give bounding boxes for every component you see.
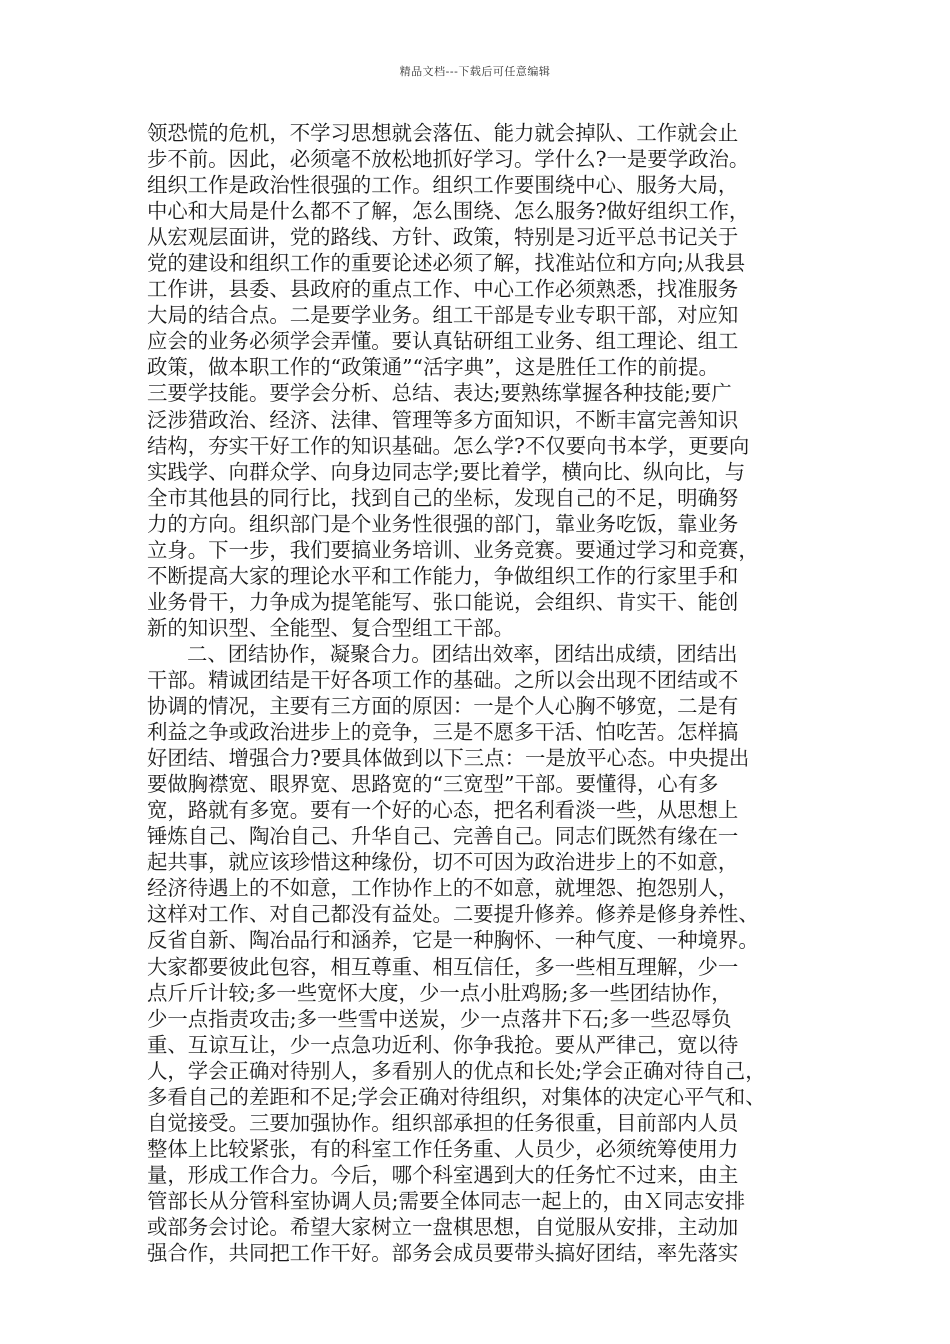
text-line: 好团结、增强合力?要具体做到以下三点：一是放平心态。中央提出 — [147, 746, 750, 771]
text-line: 量，形成工作合力。今后，哪个科室遇到大的任务忙不过来，由主 — [147, 1162, 739, 1187]
text-line: 重、互谅互让，少一点急功近利、你争我抢。要从严律己，宽以待 — [147, 1032, 739, 1057]
text-line: 工作讲，县委、县政府的重点工作、中心工作必须熟悉，找准服务 — [147, 277, 739, 302]
section-heading-line: 二、团结协作，凝聚合力。团结出效率，团结出成绩，团结出 — [187, 641, 738, 666]
text-line: 三要学技能。要学会分析、总结、表达;要熟练掌握各种技能;要广 — [147, 381, 732, 406]
text-line: 实践学、向群众学、向身边同志学;要比着学，横向比、纵向比，与 — [147, 459, 746, 484]
text-line: 全市其他县的同行比，找到自己的坐标，发现自己的不足，明确努 — [147, 485, 739, 510]
text-line: 管部长从分管科室协调人员;需要全体同志一起上的，由Ｘ同志安排 — [147, 1188, 746, 1213]
text-line: 人，学会正确对待别人，多看别人的优点和长处;学会正确对待自己， — [147, 1058, 766, 1083]
text-line: 自觉接受。三要加强协作。组织部承担的任务很重，目前部内人员 — [147, 1110, 739, 1135]
text-line: 应会的业务必须学会弄懂。要认真钻研组工业务、组工理论、组工 — [147, 329, 739, 354]
text-line: 中心和大局是什么都不了解，怎么围绕、怎么服务?做好组织工作， — [147, 199, 750, 224]
text-line: 组织工作是政治性很强的工作。组织工作要围绕中心、服务大局， — [147, 173, 739, 198]
text-line: 立身。下一步，我们要搞业务培训、业务竞赛。要通过学习和竞赛， — [147, 537, 759, 562]
text-line: 力的方向。组织部门是个业务性很强的部门，靠业务吃饭，靠业务 — [147, 511, 739, 536]
text-line: 利益之争或政治进步上的竞争，三是不愿多干活、怕吃苦。怎样搞 — [147, 720, 739, 745]
text-line: 领恐慌的危机，不学习思想就会落伍、能力就会掉队、工作就会止 — [147, 121, 739, 145]
text-line: 起共事，就应该珍惜这种缘份，切不可因为政治进步上的不如意， — [147, 850, 739, 875]
text-line: 不断提高大家的理论水平和工作能力，争做组织工作的行家里手和 — [147, 563, 739, 588]
text-line: 协调的情况，主要有三方面的原因：一是个人心胸不够宽，二是有 — [147, 694, 739, 719]
text-line: 要做胸襟宽、眼界宽、思路宽的“三宽型”干部。要懂得，心有多 — [147, 772, 719, 797]
text-line: 业务骨干，力争成为提笔能写、张口能说，会组织、肯实干、能创 — [147, 589, 739, 614]
text-line: 干部。精诚团结是干好各项工作的基础。之所以会出现不团结或不 — [147, 667, 739, 692]
document-body — [147, 120, 817, 1266]
text-line: 泛涉猎政治、经济、法律、管理等多方面知识，不断丰富完善知识 — [147, 407, 739, 432]
text-line: 反省自新、陶冶品行和涵养，它是一种胸怀、一种气度、一种境界。 — [147, 928, 759, 953]
text-line: 锤炼自己、陶冶自己、升华自己、完善自己。同志们既然有缘在一 — [147, 824, 739, 849]
text-line: 或部务会讨论。希望大家树立一盘棋思想，自觉服从安排，主动加 — [147, 1214, 739, 1239]
text-line: 整体上比较紧张，有的科室工作任务重、人员少，必须统筹使用力 — [147, 1136, 739, 1161]
text-line: 步不前。因此，必须毫不放松地抓好学习。学什么?一是要学政治。 — [147, 147, 750, 172]
text-line: 结构，夯实干好工作的知识基础。怎么学?不仅要向书本学，更要向 — [147, 433, 750, 458]
text-line: 政策，做本职工作的“政策通”“活字典”，这是胜任工作的前提。 — [147, 355, 719, 380]
text-line: 少一点指责攻击;多一些雪中送炭，少一点落井下石;多一些忍辱负 — [147, 1006, 732, 1031]
text-line: 多看自己的差距和不足;学会正确对待组织，对集体的决定心平气和、 — [147, 1084, 766, 1109]
text-line: 新的知识型、全能型、复合型组工干部。 — [147, 615, 515, 640]
text-line: 从宏观层面讲，党的路线、方针、政策，特别是习近平总书记关于 — [147, 225, 739, 250]
text-line: 大局的结合点。二是要学业务。组工干部是专业专职干部，对应知 — [147, 303, 739, 328]
text-line: 经济待遇上的不如意，工作协作上的不如意，就埋怨、抱怨别人， — [147, 876, 739, 901]
page-header: 精品文档---下载后可任意编辑 — [399, 65, 551, 78]
text-line: 宽，路就有多宽。要有一个好的心态，把名利看淡一些，从思想上 — [147, 798, 739, 823]
text-line: 这样对工作、对自己都没有益处。二要提升修养。修养是修身养性、 — [147, 902, 759, 927]
text-line: 党的建设和组织工作的重要论述必须了解，找准站位和方向;从我县 — [147, 251, 746, 276]
text-line: 大家都要彼此包容，相互尊重、相互信任，多一些相互理解，少一 — [147, 954, 739, 979]
text-line: 点斤斤计较;多一些宽怀大度，少一点小肚鸡肠;多一些团结协作， — [147, 980, 732, 1005]
text-line: 强合作，共同把工作干好。部务会成员要带头搞好团结，率先落实 — [147, 1241, 739, 1266]
